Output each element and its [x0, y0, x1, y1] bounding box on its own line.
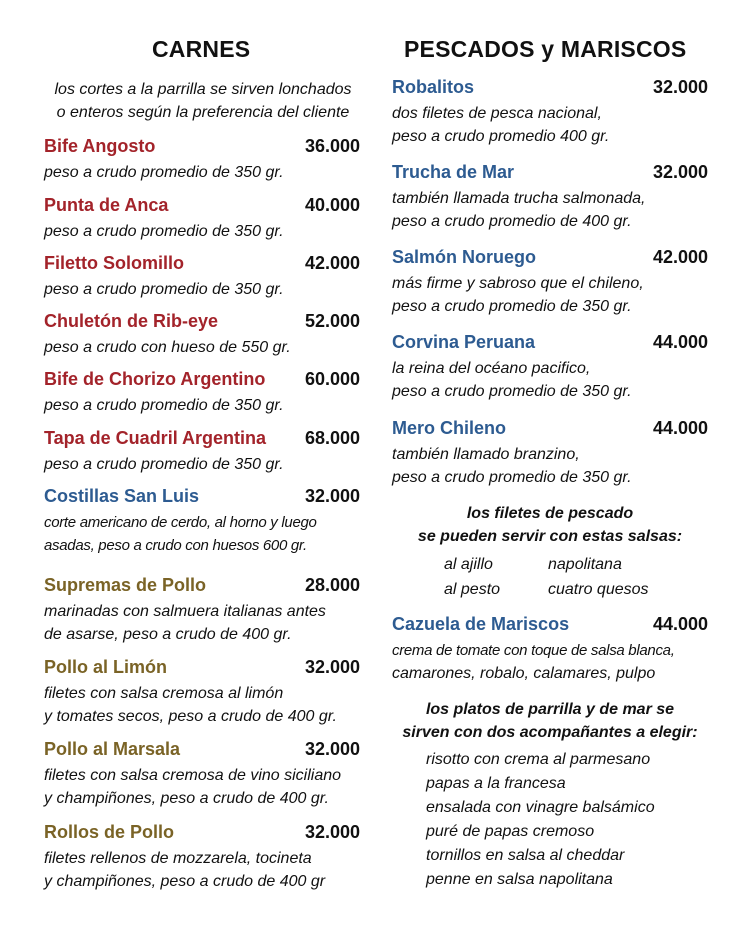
side-option: ensalada con vinagre balsámico	[426, 799, 655, 816]
item-price: 32.000	[304, 486, 360, 506]
item-price: 44.000	[652, 418, 708, 438]
item-name: Cazuela de Mariscos	[392, 614, 570, 634]
item-name: Pollo al Marsala	[44, 739, 181, 759]
menu-item-punta-de-anca	[44, 195, 360, 243]
item-desc: y tomates secos, peso a crudo de 400 gr.	[44, 708, 337, 725]
item-desc: peso a crudo promedio de 350 gr.	[44, 223, 284, 240]
item-price: 32.000	[652, 162, 708, 182]
item-desc: de asarse, peso a crudo de 400 gr.	[44, 626, 292, 643]
sauce-option: cuatro quesos	[548, 581, 649, 598]
item-name: Chuletón de Rib-eye	[44, 311, 219, 331]
menu-item-pollo-al-limon	[44, 657, 360, 728]
item-name: Pollo al Limón	[44, 657, 168, 677]
item-desc: asadas, peso a crudo con huesos 600 gr.	[44, 537, 307, 554]
item-desc: corte americano de cerdo, al horno y luego	[44, 514, 317, 531]
item-desc: filetes con salsa cremosa al limón	[44, 685, 284, 702]
item-name: Supremas de Pollo	[44, 575, 207, 595]
sauce-row	[444, 577, 704, 602]
sauce-note: los filetes de pescado se pueden servir con estas salsas:	[417, 505, 683, 545]
item-price: 32.000	[652, 77, 708, 97]
carnes-heading: CARNES	[152, 36, 251, 62]
item-desc: más firme y sabroso que el chileno,	[392, 275, 644, 292]
item-price: 32.000	[304, 822, 360, 842]
item-price: 42.000	[304, 253, 360, 273]
menu-item-salmon-noruego	[392, 247, 708, 318]
item-desc: peso a crudo promedio 400 gr.	[392, 128, 610, 145]
menu-item-chuleton-rib-eye	[44, 311, 360, 359]
carnes-intro: los cortes a la parrilla se sirven lonchados o enteros según la preferencia del cliente	[54, 81, 352, 121]
item-desc: peso a crudo promedio de 350 gr.	[44, 281, 284, 298]
menu-item-robalitos	[392, 77, 708, 148]
item-name: Tapa de Cuadril Argentina	[44, 428, 267, 448]
item-desc: marinadas con salmuera italianas antes	[44, 603, 326, 620]
item-desc: también llamado branzino,	[392, 446, 580, 463]
menu-item-supremas-de-pollo	[44, 575, 360, 646]
item-price: 32.000	[304, 657, 360, 677]
item-name: Corvina Peruana	[392, 332, 536, 352]
sauce-option: al pesto	[444, 581, 501, 598]
side-option: tornillos en salsa al cheddar	[426, 847, 625, 864]
item-name: Bife Angosto	[44, 136, 156, 156]
item-price: 40.000	[304, 195, 360, 215]
item-name: Costillas San Luis	[44, 486, 200, 506]
menu-item-corvina-peruana	[392, 332, 708, 403]
side-option: puré de papas cremoso	[426, 823, 595, 840]
item-price: 44.000	[652, 332, 708, 352]
sauce-option: al ajillo	[444, 556, 493, 573]
sides-note: los platos de parrilla y de mar se sirven con dos acompañantes a elegir:	[402, 701, 698, 741]
item-name: Salmón Noruego	[392, 247, 537, 267]
item-desc: peso a crudo con hueso de 550 gr.	[44, 339, 291, 356]
menu-item-costillas-san-luis	[44, 486, 360, 557]
item-price: 44.000	[652, 614, 708, 634]
item-desc: filetes con salsa cremosa de vino siciliano	[44, 767, 342, 784]
item-desc: la reina del océano pacifico,	[392, 360, 591, 377]
item-desc: y champiñones, peso a crudo de 400 gr	[44, 873, 326, 890]
item-price: 52.000	[304, 311, 360, 331]
item-desc: camarones, robalo, calamares, pulpo	[392, 665, 656, 682]
item-desc: también llamada trucha salmonada,	[392, 190, 646, 207]
sauce-list	[444, 552, 704, 602]
item-price: 68.000	[304, 428, 360, 448]
menu-item-rollos-de-pollo	[44, 822, 360, 893]
menu-item-cazuela-de-mariscos	[392, 614, 708, 685]
item-desc: peso a crudo promedio de 350 gr.	[392, 469, 632, 486]
sides-list	[426, 748, 706, 892]
menu-item-filetto-solomillo	[44, 253, 360, 301]
item-name: Bife de Chorizo Argentino	[44, 369, 266, 389]
item-desc: dos filetes de pesca nacional,	[392, 105, 602, 122]
item-name: Punta de Anca	[44, 195, 169, 215]
item-name: Mero Chileno	[392, 418, 507, 438]
item-desc: filetes rellenos de mozzarela, tocineta	[44, 850, 312, 867]
item-name: Rollos de Pollo	[44, 822, 175, 842]
item-desc: peso a crudo promedio de 350 gr.	[44, 397, 284, 414]
item-price: 42.000	[652, 247, 708, 267]
item-desc: peso a crudo promedio de 350 gr.	[44, 456, 284, 473]
item-desc: peso a crudo promedio de 350 gr.	[44, 164, 284, 181]
item-desc: peso a crudo promedio de 350 gr.	[392, 383, 632, 400]
side-option: risotto con crema al parmesano	[426, 751, 651, 768]
item-price: 32.000	[304, 739, 360, 759]
menu-item-pollo-al-marsala	[44, 739, 360, 810]
item-name: Trucha de Mar	[392, 162, 515, 182]
menu-item-mero-chileno	[392, 418, 708, 489]
sauce-option: napolitana	[548, 556, 622, 573]
item-price: 28.000	[304, 575, 360, 595]
menu-item-bife-angosto	[44, 136, 360, 184]
item-price: 60.000	[304, 369, 360, 389]
menu-item-bife-de-chorizo	[44, 369, 360, 417]
side-option: papas a la francesa	[426, 775, 566, 792]
item-desc: crema de tomate con toque de salsa blanca,	[392, 642, 675, 659]
item-name: Filetto Solomillo	[44, 253, 184, 273]
item-desc: y champiñones, peso a crudo de 400 gr.	[44, 790, 329, 807]
pescados-heading: PESCADOS y MARISCOS	[404, 36, 687, 62]
menu-item-tapa-de-cuadril	[44, 428, 360, 476]
item-desc: peso a crudo promedio de 400 gr.	[392, 213, 632, 230]
sauce-row	[444, 552, 704, 577]
item-desc: peso a crudo promedio de 350 gr.	[392, 298, 632, 315]
side-option: penne en salsa napolitana	[426, 871, 613, 888]
menu-item-trucha-de-mar	[392, 162, 708, 233]
item-name: Robalitos	[392, 77, 475, 97]
item-price: 36.000	[304, 136, 360, 156]
